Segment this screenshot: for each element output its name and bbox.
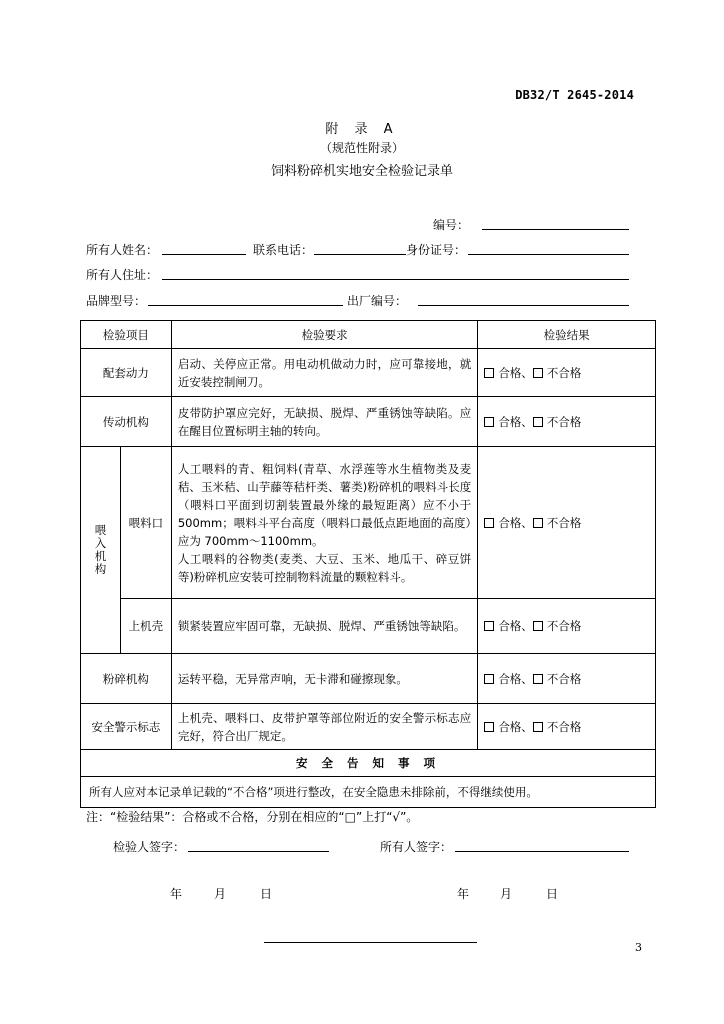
checkbox-pass[interactable] <box>484 674 494 684</box>
req-upper-shell: 锁紧装置应牢固可靠，无缺损、脱焊、严重锈蚀等缺陷。 <box>171 599 477 654</box>
inspector-date-month: 月 <box>214 887 227 901</box>
req-feed-port: 人工喂料的青、粗饲料(青草、水浮莲等水生植物类及麦秸、玉米秸、山芋藤等秸杆类、薯类)粉碎机的喂料斗长度（喂料口平面到切割装置最外缘的最短距离）应不小于 500mm；喂料斗平台高度（喂料口最低点距地面的高度）应为 700mm～1100mm。 人工喂料的谷物类(麦类、大豆、玉米、地瓜干、碎豆饼等)粉碎机应安装可控制物料流量的颗粒料斗。 <box>171 447 477 599</box>
result-upper-shell: 合格、 不合格 <box>478 599 656 654</box>
owner-signature-label: 所有人签字： <box>380 840 453 854</box>
result-warning: 合格、 不合格 <box>478 704 656 750</box>
header-item: 检验项目 <box>81 321 172 349</box>
checkbox-fail[interactable] <box>533 417 543 427</box>
number-field[interactable] <box>482 229 629 230</box>
id-number-label: 身份证号： <box>406 243 467 257</box>
table-row-power <box>81 349 656 397</box>
brand-model-field[interactable] <box>148 305 343 306</box>
req-power: 启动、关停应正常。用电动机做动力时，应可靠接地，就近安装控制闸刀。 <box>171 349 477 397</box>
serial-number-field[interactable] <box>418 305 629 306</box>
owner-date-year: 年 <box>457 887 470 901</box>
owner-address-label: 所有人住址： <box>86 268 159 282</box>
owner-date-day: 日 <box>546 887 559 901</box>
appendix-normative: （规范性附录） <box>319 141 404 155</box>
inspector-date-year: 年 <box>170 887 183 901</box>
notice-text-row <box>81 777 656 808</box>
req-crushing: 运转平稳，无异常声响，无卡滞和碰擦现象。 <box>171 654 477 704</box>
number-label: 编号： <box>433 218 470 232</box>
inspector-date-day: 日 <box>260 887 273 901</box>
page-number: 3 <box>635 941 642 954</box>
item-transmission: 传动机构 <box>81 397 172 447</box>
result-crushing: 合格、 不合格 <box>478 654 656 704</box>
result-feed-port: 合格、 不合格 <box>478 447 656 599</box>
header-result: 检验结果 <box>478 321 656 349</box>
checkbox-pass[interactable] <box>484 417 494 427</box>
inspector-signature-field[interactable] <box>188 851 329 852</box>
id-number-field[interactable] <box>468 254 629 255</box>
brand-model-label: 品牌型号： <box>86 294 147 308</box>
owner-name-label: 所有人姓名： <box>86 243 159 257</box>
table-row-crushing <box>81 654 656 704</box>
notice-text: 所有人应对本记录单记载的“不合格”项进行整改，在安全隐患未排除前，不得继续使用。 <box>81 777 656 808</box>
form-title: 饲料粉碎机实地安全检验记录单 <box>270 164 453 179</box>
notice-title: 安 全 告 知 事 项 <box>81 750 656 777</box>
item-crushing: 粉碎机构 <box>81 654 172 704</box>
document-code: DB32/T 2645-2014 <box>515 88 634 102</box>
item-feed-port: 喂料口 <box>120 447 171 599</box>
table-row-upper-shell <box>81 599 656 654</box>
owner-signature-field[interactable] <box>455 851 629 852</box>
result-transmission: 合格、 不合格 <box>478 397 656 447</box>
table-row-warning <box>81 704 656 750</box>
serial-number-label: 出厂编号： <box>347 294 408 308</box>
table-row-transmission <box>81 397 656 447</box>
inspector-signature-label: 检验人签字： <box>113 840 186 854</box>
owner-address-field[interactable] <box>162 279 629 280</box>
note: 注：“检验结果”：合格或不合格，分别在相应的“□”上打“√”。 <box>86 810 419 824</box>
header-requirement: 检验要求 <box>171 321 477 349</box>
checkbox-pass[interactable] <box>484 722 494 732</box>
item-power: 配套动力 <box>81 349 172 397</box>
checkbox-fail[interactable] <box>533 722 543 732</box>
checkbox-fail[interactable] <box>533 368 543 378</box>
inspection-table <box>80 320 656 808</box>
checkbox-fail[interactable] <box>533 621 543 631</box>
checkbox-fail[interactable] <box>533 518 543 528</box>
checkbox-fail[interactable] <box>533 674 543 684</box>
table-header-row <box>81 321 656 349</box>
notice-title-row <box>81 750 656 777</box>
result-power: 合格、 不合格 <box>478 349 656 397</box>
owner-date-month: 月 <box>500 887 513 901</box>
footer-divider <box>264 942 477 943</box>
item-feed-group: 喂入机构 <box>81 447 121 654</box>
owner-name-field[interactable] <box>162 254 246 255</box>
item-warning: 安全警示标志 <box>81 704 172 750</box>
item-upper-shell: 上机壳 <box>120 599 171 654</box>
table-row-feed-port <box>81 447 656 599</box>
req-warning: 上机壳、喂料口、皮带护罩等部位附近的安全警示标志应完好，符合出厂规定。 <box>171 704 477 750</box>
phone-field[interactable] <box>314 254 406 255</box>
appendix-title: 附 录 A <box>325 122 399 137</box>
req-transmission: 皮带防护罩应完好，无缺损、脱焊、严重锈蚀等缺陷。应在醒目位置标明主轴的转向。 <box>171 397 477 447</box>
checkbox-pass[interactable] <box>484 518 494 528</box>
checkbox-pass[interactable] <box>484 621 494 631</box>
checkbox-pass[interactable] <box>484 368 494 378</box>
phone-label: 联系电话： <box>253 243 314 257</box>
